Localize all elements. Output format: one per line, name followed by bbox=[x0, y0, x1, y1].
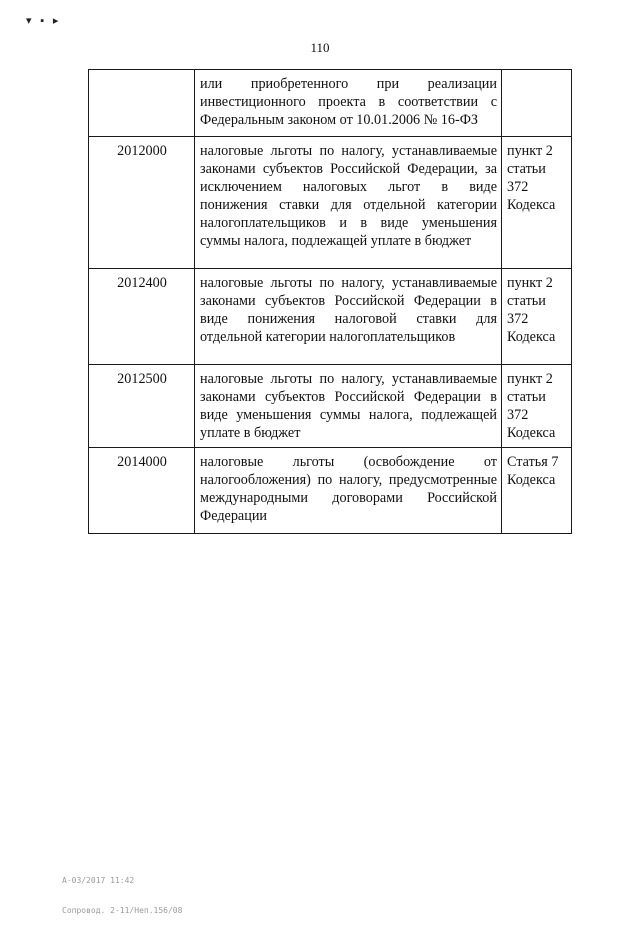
description-cell: налоговые льготы по налогу, устанавливаемые законами субъектов Российской Федерации в виде уменьшения суммы налога, подлежащей уплате в бюджет bbox=[195, 365, 502, 448]
table-row bbox=[89, 137, 572, 269]
tax-benefit-codes-table bbox=[88, 69, 572, 534]
table-row bbox=[89, 70, 572, 137]
description-cell: налоговые льготы по налогу, устанавливаемые законами субъектов Российской Федерации, за исключением налоговых льгот в виде понижения ставки для отдельной категории налогоплательщиков и в виде уменьшения суммы налога, подлежащей уплате в бюджет bbox=[195, 137, 502, 269]
footer-stamp-line: Сопровод. 2-11/Неп.156/08 bbox=[62, 906, 183, 915]
reference-cell bbox=[502, 70, 572, 137]
footer-stamp-line: А-03/2017 11:42 bbox=[62, 876, 135, 885]
code-cell: 2012400 bbox=[89, 269, 195, 365]
footer-stamp bbox=[62, 856, 182, 926]
table-row bbox=[89, 269, 572, 365]
code-cell: 2014000 bbox=[89, 448, 195, 534]
description-cell: налоговые льготы по налогу, устанавливаемые законами субъектов Российской Федерации в виде понижения налоговой ставки для отдельной категории налогоплательщиков bbox=[195, 269, 502, 365]
table-row bbox=[89, 448, 572, 534]
scan-marks: ▾ ▪ ▸ bbox=[26, 15, 62, 27]
page-number: 110 bbox=[310, 40, 330, 55]
code-cell bbox=[89, 70, 195, 137]
reference-cell: пункт 2 статьи 372 Кодекса bbox=[502, 269, 572, 365]
reference-cell: Статья 7 Кодекса bbox=[502, 448, 572, 534]
description-cell: или приобретенного при реализации инвестиционного проекта в соответствии с Федеральным законом от 10.01.2006 № 16-ФЗ bbox=[195, 70, 502, 137]
reference-cell: пункт 2 статьи 372 Кодекса bbox=[502, 365, 572, 448]
table-row bbox=[89, 365, 572, 448]
reference-cell: пункт 2 статьи 372 Кодекса bbox=[502, 137, 572, 269]
description-cell: налоговые льготы (освобождение от налогообложения) по налогу, предусмотренные международными договорами Российской Федерации bbox=[195, 448, 502, 534]
code-cell: 2012500 bbox=[89, 365, 195, 448]
code-cell: 2012000 bbox=[89, 137, 195, 269]
